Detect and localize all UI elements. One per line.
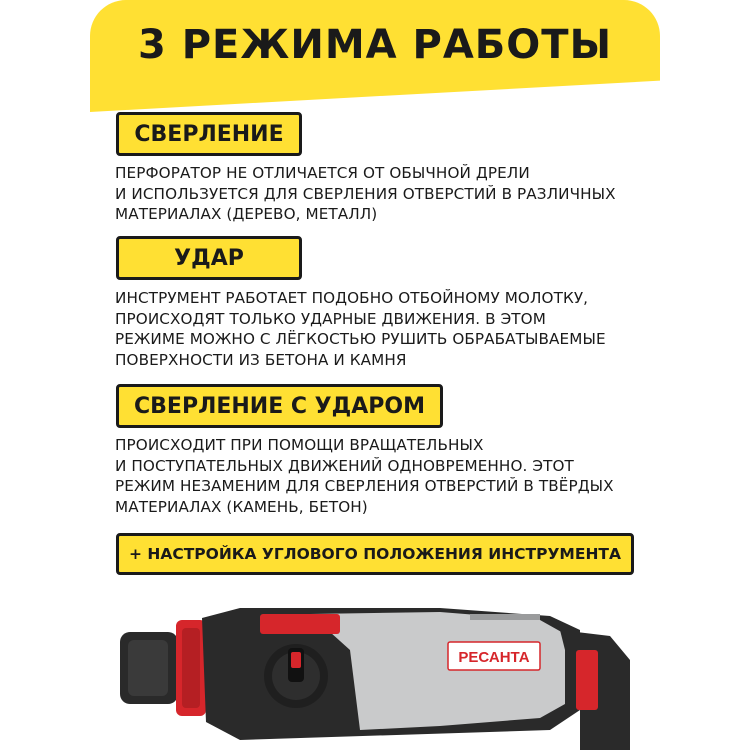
page-title: 3 РЕЖИМА РАБОТЫ — [137, 22, 613, 68]
mode-description-impact — [115, 288, 635, 370]
brand-text: РЕСАНТА — [458, 649, 530, 666]
description-line: РЕЖИМЕ МОЖНО С ЛЁГКОСТЬЮ РУШИТЬ ОБРАБАТЫВАЕМЫЕ — [115, 330, 606, 348]
tool-body — [202, 608, 580, 740]
chuck — [120, 620, 206, 716]
rotary-hammer-image — [110, 590, 650, 750]
mode-badge-impact — [116, 236, 302, 280]
description-line: И ИСПОЛЬЗУЕТСЯ ДЛЯ СВЕРЛЕНИЯ ОТВЕРСТИЙ В РАЗЛИЧНЫХ — [115, 184, 616, 203]
extra-feature-label: + НАСТРОЙКА УГЛОВОГО ПОЛОЖЕНИЯ ИНСТРУМЕНТА — [129, 545, 621, 563]
description-line: ПЕРФОРАТОР НЕ ОТЛИЧАЕТСЯ ОТ ОБЫЧНОЙ ДРЕЛИ — [115, 164, 530, 182]
description-line: ПРОИСХОДЯТ ТОЛЬКО УДАРНЫЕ ДВИЖЕНИЯ. В ЭТОМ — [115, 309, 546, 328]
mode-label: УДАР — [174, 245, 244, 271]
mode-description-drilling — [115, 163, 635, 225]
description-line: МАТЕРИАЛАХ (КАМЕНЬ, БЕТОН) — [115, 497, 368, 516]
mode-label: СВЕРЛЕНИЕ — [134, 121, 284, 147]
description-line: ИНСТРУМЕНТ РАБОТАЕТ ПОДОБНО ОТБОЙНОМУ МОЛОТКУ, — [115, 289, 589, 307]
mode-badge-drilling-with-impact — [116, 384, 443, 428]
angle-adjustment-banner — [116, 533, 634, 575]
mode-description-drilling-with-impact — [115, 435, 635, 517]
description-line: РЕЖИМ НЕЗАМЕНИМ ДЛЯ СВЕРЛЕНИЯ ОТВЕРСТИЙ В ТВЁРДЫХ — [115, 477, 614, 495]
mode-badge-drilling — [116, 112, 302, 156]
description-line: ПОВЕРХНОСТИ ИЗ БЕТОНА И КАМНЯ — [115, 350, 407, 369]
mode-label: СВЕРЛЕНИЕ С УДАРОМ — [134, 393, 425, 419]
mode-selector-knob — [264, 644, 328, 708]
description-line: ПРОИСХОДИТ ПРИ ПОМОЩИ ВРАЩАТЕЛЬНЫХ — [115, 436, 484, 454]
description-line: И ПОСТУПАТЕЛЬНЫХ ДВИЖЕНИЙ ОДНОВРЕМЕННО. ЭТОТ — [115, 456, 574, 475]
description-line: МАТЕРИАЛАХ (ДЕРЕВО, МЕТАЛЛ) — [115, 205, 378, 223]
brand-logo — [448, 642, 540, 670]
